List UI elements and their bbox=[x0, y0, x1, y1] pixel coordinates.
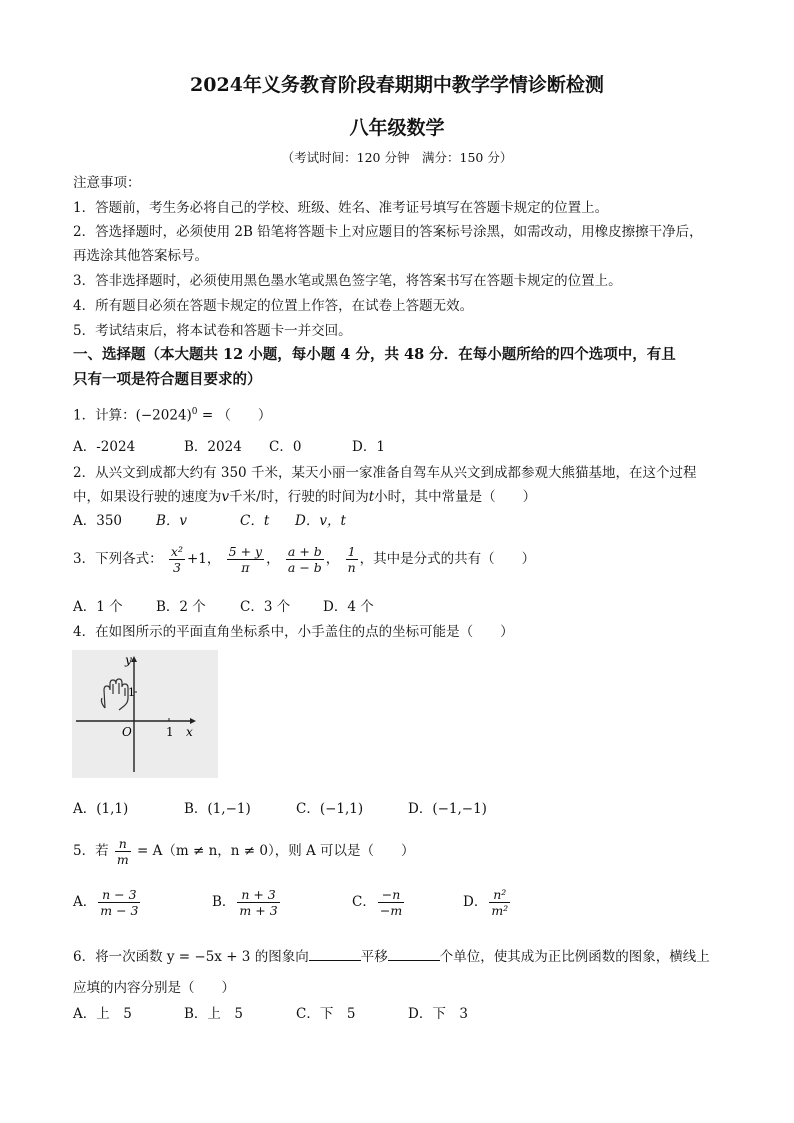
q1-option-b: B．2024 bbox=[184, 439, 242, 455]
q1-option-c: C．0 bbox=[269, 439, 302, 455]
q6-suffix: 个单位，使其成为正比例函数的图象，横线上 bbox=[439, 949, 710, 965]
q3-fraction-1-tail: +1， bbox=[186, 551, 221, 567]
q5-option-d: D． $\frac{\text{n²}}{\text{m²}}$ bbox=[463, 887, 509, 918]
q3-option-d: D．4 个 bbox=[323, 599, 374, 615]
q5-option-c: C． $\frac{-n}{-m}$ bbox=[352, 887, 403, 918]
note-item: 4．所有题目必须在答题卡规定的位置上作答，在试卷上答题无效。 bbox=[73, 298, 474, 314]
note-item: 再选涂其他答案标号。 bbox=[73, 248, 208, 264]
q4-option-b: B．(1,−1) bbox=[184, 801, 251, 817]
x-tick-label: 1 bbox=[166, 725, 174, 739]
q2-option-c: C．t bbox=[240, 513, 270, 529]
q6-option-d: D．下 3 bbox=[408, 1006, 468, 1022]
x-axis-label: x bbox=[186, 725, 193, 739]
q4-option-d: D．(−1,−1) bbox=[408, 801, 487, 817]
coordinate-plane bbox=[72, 650, 218, 778]
origin-label: O bbox=[122, 725, 132, 739]
q5-option-a: A． $\frac{n - 3}{m - 3}$ bbox=[73, 887, 139, 918]
q1-option-a: A．-2024 bbox=[73, 439, 136, 455]
note-item: 3．答非选择题时，必须使用黑色墨水笔或黑色签字笔，将答案书写在答题卡规定的位置上。 bbox=[73, 273, 622, 289]
q3-option-c: C．3 个 bbox=[240, 599, 291, 615]
q1-option-d: D．1 bbox=[352, 439, 385, 455]
q6-blank-1 bbox=[309, 946, 361, 961]
q5-mid: = A（m ≠ n，n ≠ 0），则 A 可以是（ ） bbox=[137, 843, 415, 859]
q6-option-b: B．上 5 bbox=[184, 1006, 244, 1022]
question-2: 2．从兴文到成都大约有 350 千米，某天小丽一家准备自驾车从兴文到成都参观大熊猫基地，在这个过程 bbox=[73, 465, 697, 481]
y-tick-label: 1 bbox=[128, 686, 135, 699]
q2-text-a: 中，如果设行驶的速度为 bbox=[73, 489, 222, 505]
question-6-cont: 应填的内容分别是（ ） bbox=[73, 980, 235, 996]
q4-option-c: C．(−1,1) bbox=[296, 801, 364, 817]
q4-option-a: A．(1,1) bbox=[73, 801, 129, 817]
note-item: 1．答题前，考生务必将自己的学校、班级、姓名、准考证号填写在答题卡规定的位置上。 bbox=[73, 200, 609, 216]
hand-icon bbox=[101, 679, 128, 710]
q1-expr: (−2024) bbox=[135, 407, 192, 424]
q5-fraction: $\frac{n}{m}$ bbox=[116, 836, 129, 867]
question-4: 4．在如图所示的平面直角坐标系中，小手盖住的点的坐标可能是（ ） bbox=[73, 624, 514, 640]
q2-option-a: A．350 bbox=[73, 513, 123, 529]
section-heading: 一、选择题（本大题共 12 小题，每小题 4 分，共 48 分．在每小题所给的四个选项中，有且 bbox=[73, 346, 676, 363]
q2-option-d: D．v，t bbox=[295, 513, 346, 529]
q2-text-c: 小时，其中常量是（ ） bbox=[374, 489, 537, 505]
q3-fraction-1: $\frac{\text{x²}}{3}$ bbox=[170, 544, 183, 575]
q1-exponent: 0 bbox=[191, 407, 198, 417]
q2-text-b: 千米/时，行驶的时间为 bbox=[229, 489, 369, 505]
q3-suffix: ，其中是分式的共有（ ） bbox=[359, 551, 536, 567]
question-2-cont bbox=[73, 488, 536, 506]
q5-option-b: B． $\frac{n + 3}{m + 3}$ bbox=[212, 887, 278, 918]
q2-var-v: v bbox=[221, 489, 230, 505]
question-3: 3．下列各式： $\frac{\text{x²}}{3}$ +1， $\frac{5 + y}{\pi}$ ， $\frac{a + b}{a - b}$ ， $\frac{1}{n}$ ，其中是分式的共有（ ） bbox=[73, 544, 536, 575]
notes-heading: 注意事项： bbox=[73, 175, 141, 191]
q6-option-a: A．上 5 bbox=[73, 1006, 132, 1022]
q1-prefix: 1．计算： bbox=[73, 407, 136, 424]
q2-var-t: t bbox=[368, 489, 375, 505]
y-axis-label: y bbox=[125, 653, 132, 667]
exam-info: （考试时间：120 分钟 满分：150 分） bbox=[281, 150, 513, 165]
q3-prefix: 3．下列各式： bbox=[73, 551, 163, 567]
q1-suffix: = （ ） bbox=[197, 407, 272, 424]
question-1 bbox=[73, 403, 271, 425]
q6-blank-2 bbox=[388, 946, 440, 961]
q6-mid: 平移 bbox=[360, 949, 388, 965]
note-item: 5．考试结束后，将本试卷和答题卡一并交回。 bbox=[73, 323, 352, 339]
q6-prefix: 6．将一次函数 y = −5x + 3 的图象向 bbox=[73, 949, 309, 965]
q6-option-c: C．下 5 bbox=[296, 1006, 356, 1022]
q3-fraction-3: $\frac{a + b}{a - b}$ bbox=[287, 544, 322, 575]
q2-option-b: B．v bbox=[156, 513, 188, 529]
coordinate-figure bbox=[72, 650, 218, 778]
subject-title: 八年级数学 bbox=[349, 117, 445, 139]
q5-prefix: 5．若 bbox=[73, 843, 109, 859]
q3-option-a: A．1 个 bbox=[73, 599, 123, 615]
note-item: 2．答选择题时，必须使用 2B 铅笔将答题卡上对应题目的答案标号涂黑，如需改动，用橡皮擦擦干净后， bbox=[73, 224, 703, 240]
x-axis-arrow bbox=[190, 718, 196, 724]
y-axis-arrow bbox=[131, 656, 137, 662]
exam-title: 2024年义务教育阶段春期期中教学学情诊断检测 bbox=[190, 74, 604, 96]
q3-option-b: B．2 个 bbox=[156, 599, 206, 615]
question-6 bbox=[73, 946, 710, 966]
section-heading-cont: 只有一项是符合题目要求的） bbox=[73, 371, 262, 388]
q3-fraction-4: $\frac{1}{n}$ bbox=[347, 544, 356, 575]
q3-fraction-2: $\frac{5 + y}{\pi}$ bbox=[228, 544, 263, 575]
question-5 bbox=[73, 834, 415, 872]
